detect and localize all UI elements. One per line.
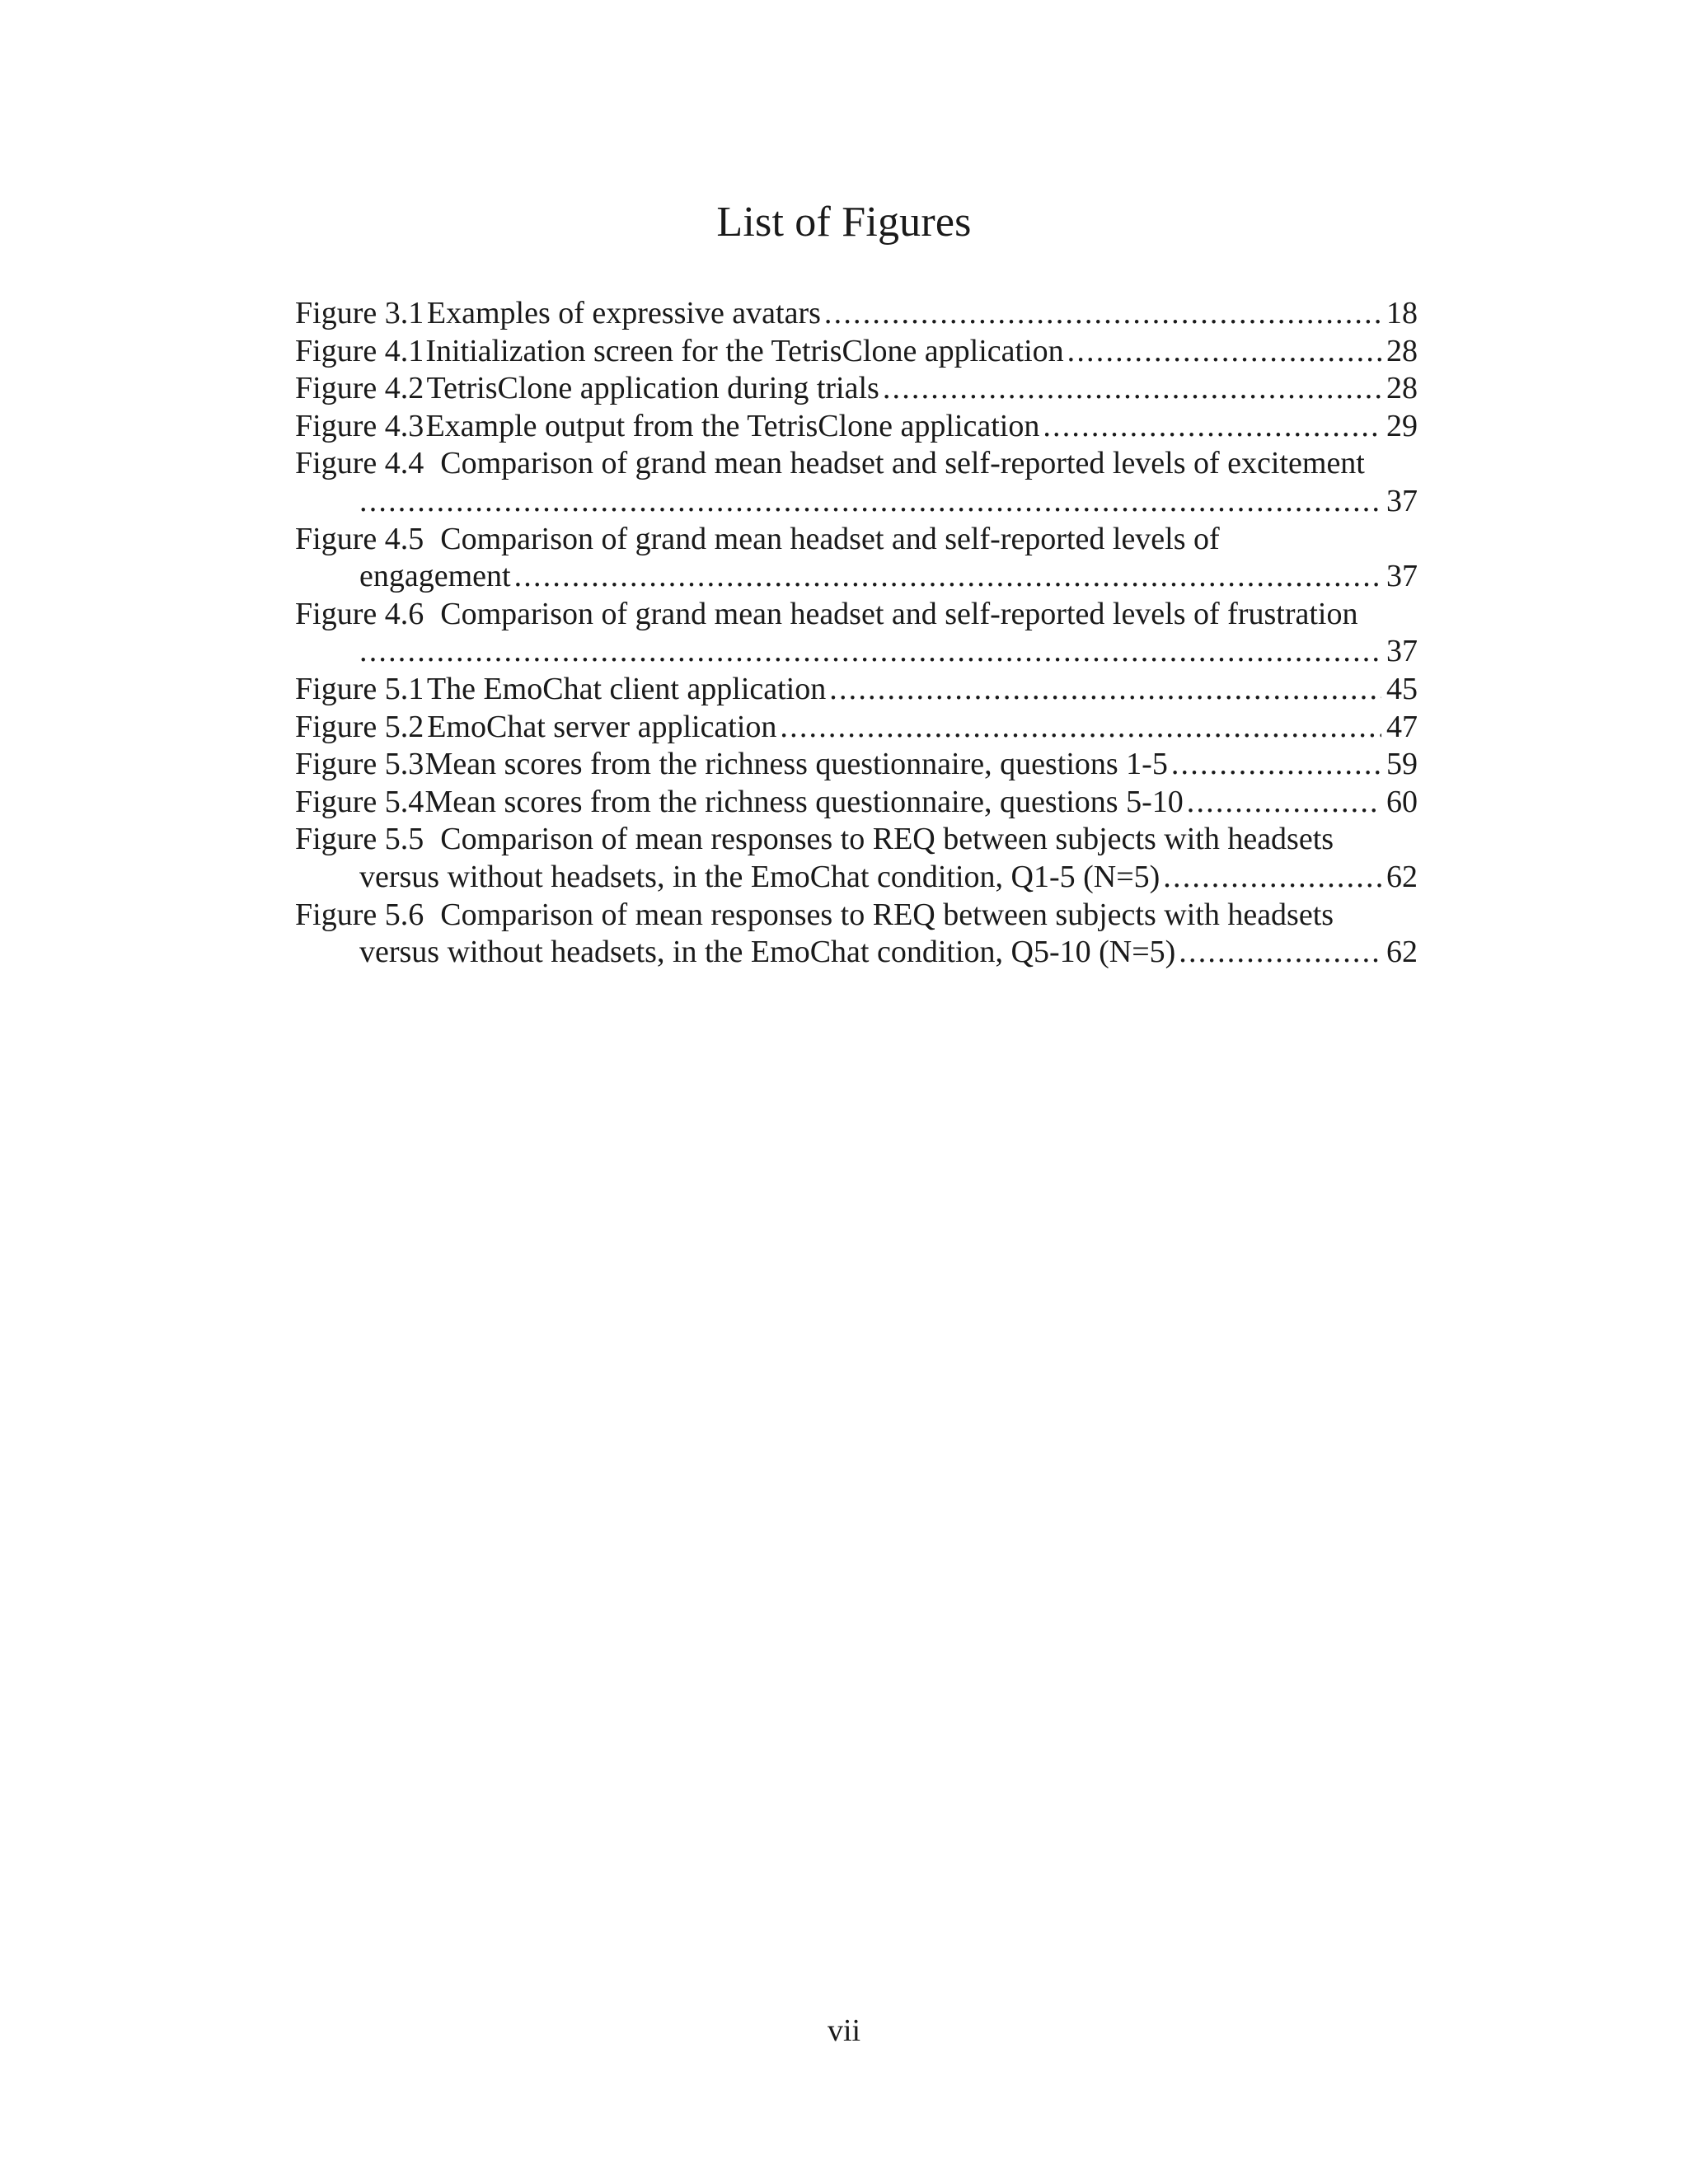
figure-label: Figure 4.1 — [295, 333, 424, 368]
figure-entry[interactable] — [295, 671, 1418, 709]
figure-page-number: 59 — [1386, 747, 1418, 782]
figure-caption: The EmoChat client application — [426, 671, 827, 706]
figure-label: Figure 5.3 — [295, 747, 424, 782]
figure-page-number: 62 — [1386, 935, 1418, 970]
figure-label: Figure 3.1 — [295, 296, 424, 330]
figure-caption: TetrisClone application during trials — [426, 371, 879, 406]
figure-entry[interactable] — [295, 821, 1418, 896]
figure-entry[interactable] — [295, 521, 1418, 596]
figure-label: Figure 5.5 — [295, 822, 424, 857]
figure-caption: Comparison of mean responses to REQ between subjects with headsets — [440, 897, 1334, 932]
figure-caption-continued: versus without headsets, in the EmoChat condition, Q1-5 (N=5) — [359, 859, 1160, 894]
figure-caption: Mean scores from the richness questionnaire, questions 1-5 — [424, 747, 1168, 782]
figure-page-number: 60 — [1386, 784, 1418, 819]
figure-page-number: 37 — [1386, 634, 1418, 669]
figure-caption-continued: versus without headsets, in the EmoChat condition, Q5-10 (N=5) — [359, 935, 1176, 970]
dot-leader — [1171, 746, 1381, 784]
figure-page-number: 47 — [1386, 709, 1418, 744]
figure-label: Figure 5.1 — [295, 671, 424, 706]
figure-label: Figure 5.2 — [295, 709, 424, 744]
figure-list — [295, 295, 1418, 972]
figure-caption: Comparison of grand mean headset and self-reported levels of frustration — [440, 596, 1358, 631]
figure-caption: Examples of expressive avatars — [426, 296, 821, 330]
dot-leader — [780, 709, 1381, 747]
dot-leader — [1187, 784, 1381, 822]
dot-leader — [829, 671, 1381, 709]
dot-leader — [359, 633, 1381, 671]
figure-label: Figure 5.4 — [295, 784, 424, 819]
dot-leader — [1067, 333, 1381, 371]
figure-page-number: 28 — [1386, 333, 1418, 368]
figure-entry[interactable] — [295, 333, 1418, 371]
figure-entry[interactable] — [295, 709, 1418, 747]
figure-caption: Comparison of mean responses to REQ between subjects with headsets — [440, 822, 1334, 857]
dot-leader — [1043, 408, 1381, 446]
dot-leader — [1179, 934, 1381, 972]
figure-entry[interactable] — [295, 746, 1418, 784]
figure-label: Figure 4.4 — [295, 446, 424, 481]
figure-entry[interactable] — [295, 370, 1418, 408]
dot-leader — [359, 483, 1381, 521]
figure-entry[interactable] — [295, 408, 1418, 446]
figure-caption: Initialization screen for the TetrisClone application — [425, 333, 1064, 368]
figure-page-number: 28 — [1386, 371, 1418, 406]
figure-page-number: 29 — [1386, 408, 1418, 443]
figure-label: Figure 4.2 — [295, 371, 424, 406]
figure-label: Figure 4.6 — [295, 596, 424, 631]
figure-entry[interactable] — [295, 784, 1418, 822]
figure-page-number: 62 — [1386, 859, 1418, 894]
dot-leader — [1163, 859, 1381, 897]
figure-label: Figure 5.6 — [295, 897, 424, 932]
page-number-footer: vii — [827, 2013, 861, 2048]
figure-caption: Example output from the TetrisClone application — [425, 408, 1040, 443]
figure-entry[interactable] — [295, 295, 1418, 333]
figure-entry[interactable] — [295, 445, 1418, 520]
figure-caption: Comparison of grand mean headset and self-reported levels of excitement — [440, 446, 1365, 481]
dot-leader — [824, 295, 1381, 333]
figure-entry[interactable] — [295, 897, 1418, 972]
figure-caption: Mean scores from the richness questionnaire, questions 5-10 — [424, 784, 1184, 819]
figure-page-number: 37 — [1386, 483, 1418, 518]
figure-page-number: 18 — [1386, 296, 1418, 330]
figure-caption-continued: engagement — [359, 559, 511, 594]
dot-leader — [883, 370, 1381, 408]
figure-entry[interactable] — [295, 596, 1418, 671]
page-title: List of Figures — [716, 199, 972, 246]
dot-leader — [514, 558, 1381, 596]
figure-caption: EmoChat server application — [427, 709, 777, 744]
figure-label: Figure 4.5 — [295, 521, 424, 556]
figure-caption: Comparison of grand mean headset and self-reported levels of — [440, 521, 1220, 556]
figure-page-number: 37 — [1386, 559, 1418, 594]
figure-label: Figure 4.3 — [295, 408, 424, 443]
figure-page-number: 45 — [1386, 671, 1418, 706]
